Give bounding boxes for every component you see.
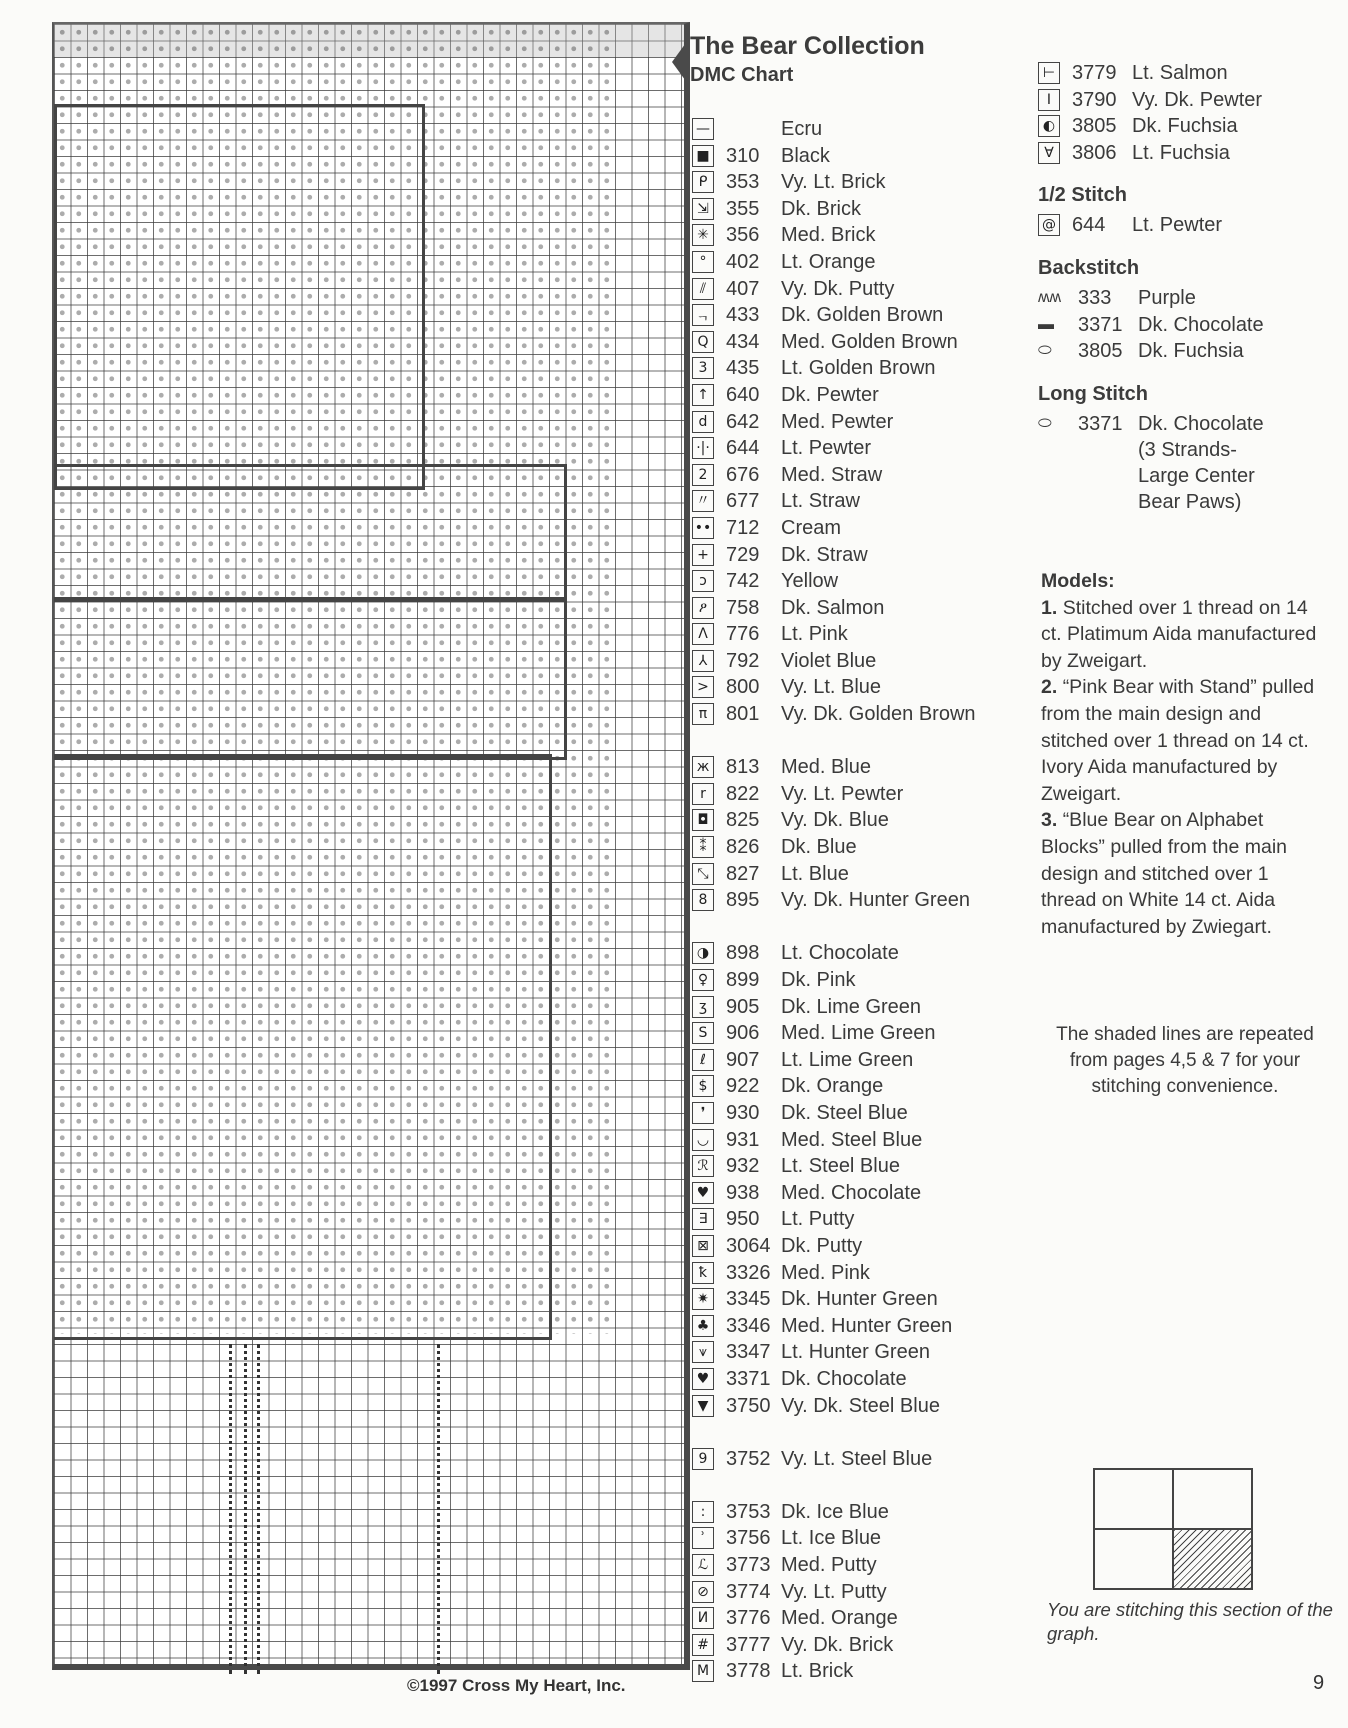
color-name: Lt. Fuchsia [1132,141,1230,164]
hash-icon: # [692,1634,714,1656]
legend-row [692,143,1012,170]
diagonal-icon: ⤡ [692,863,714,885]
legend-row [692,568,1012,595]
color-name: Med. Brick [781,224,876,247]
dmc-number: 3753 [726,1500,771,1523]
pi-icon: π [692,703,714,725]
dmc-number: 906 [726,1022,760,1045]
legend-row [692,302,1012,329]
quadrant-top-left [1094,1469,1173,1529]
legend-row [692,1605,1012,1632]
tripod-icon: ⅄ [692,650,714,672]
two-dots-icon: •• [692,517,714,539]
color-name: Vy. Dk. Blue [781,809,889,832]
dmc-number: 310 [726,144,760,167]
color-name: Lt. Blue [781,862,849,885]
color-name: Dk. Straw [781,543,868,566]
legend-row [692,1525,1012,1552]
page-number: 9 [1313,1672,1325,1694]
color-name: Lt. Putty [781,1208,855,1231]
legend-row [692,462,1012,489]
color-name: Vy. Dk. Golden Brown [781,703,976,726]
color-name: Black [781,144,830,167]
legend-row [1038,285,1338,312]
dash-icon: — [692,118,714,140]
color-name: Lt. Pink [781,623,848,646]
dmc-number: 3805 [1072,115,1117,138]
dmc-number: 3776 [726,1607,771,1630]
color-name: Lt. Lime Green [781,1048,914,1071]
clover-icon: ♣ [692,1315,714,1337]
r-icon: r [692,783,714,805]
dmc-number: 930 [726,1101,760,1124]
dmc-number: 800 [726,676,760,699]
wavy-line-icon: ʍʍ [1038,288,1062,306]
legend-row [692,249,1012,276]
dmc-number: 3345 [726,1288,771,1311]
dmc-number: 3371 [1078,412,1123,435]
dmc-number: 3752 [726,1447,771,1470]
legend-row [692,488,1012,515]
quadrant-bottom-left [1094,1529,1173,1589]
color-name: Dk. Salmon [781,596,885,619]
dmc-number: 333 [1078,286,1112,309]
legend-row [692,409,1012,436]
dmc-number: 3371 [726,1367,771,1390]
dmc-number: 3778 [726,1660,771,1683]
page-title: The Bear Collection [690,32,925,60]
dmc-number: 434 [726,330,760,353]
legend-row [692,1632,1012,1659]
legend-row [1038,338,1338,365]
dmc-number: 3790 [1072,88,1117,111]
dollar-icon: $ [692,1075,714,1097]
color-name: Lt. Ice Blue [781,1527,882,1550]
color-name: Med. Steel Blue [781,1128,923,1151]
legend-row [692,1366,1012,1393]
color-name: Dk. Chocolate [781,1367,907,1390]
dmc-number: 792 [726,649,760,672]
color-name: Lt. Steel Blue [781,1155,900,1178]
color-name: Vy. Dk. Putty [781,277,895,300]
dmc-number: 3064 [726,1234,771,1257]
legend-row [692,1206,1012,1233]
model-text: Stitched over 1 thread on 14 ct. Platimum Aida manufactured by Zweigart. [1041,596,1317,672]
legend-row [692,648,1012,675]
legend-row [692,355,1012,382]
oval-line-icon: ⬭ [1038,414,1052,432]
color-name: Dk. Hunter Green [781,1288,938,1311]
dmc-number: 3805 [1078,340,1123,363]
greater-than-icon: > [692,676,714,698]
dmc-number: 931 [726,1128,760,1151]
legend-row [692,621,1012,648]
dmc-number: 950 [726,1208,760,1231]
dmc-number: 3750 [726,1394,771,1417]
dmc-number: 644 [1072,214,1106,237]
color-name: Vy. Dk. Brick [781,1633,894,1656]
backstitch-heading: Backstitch [1038,256,1140,279]
color-name: Dk. Steel Blue [781,1101,908,1124]
small-comma-icon: ʾ [692,1527,714,1549]
color-name: Lt. Hunter Green [781,1341,930,1364]
arrow-corner-icon: ⇲ [692,198,714,220]
down-triangle-icon: ▼ [692,1395,714,1417]
script-r-icon: ℛ [692,1155,714,1177]
page-subtitle: DMC Chart [690,64,794,86]
eight-icon: 8 [692,889,714,911]
dmc-number: 3777 [726,1633,771,1656]
legend-row [692,967,1012,994]
color-name: Lt. Orange [781,250,876,273]
half-filled-square-icon: ◘ [692,809,714,831]
legend-row [692,807,1012,834]
dmc-number: 407 [726,277,760,300]
legend-row [692,1339,1012,1366]
color-name: Yellow [781,570,839,593]
pin-icon: ᑭ [692,171,714,193]
legend-row [692,1260,1012,1287]
star-cross-icon: ж [692,756,714,778]
slashed-h-icon: ꝁ [692,1262,714,1284]
legend-row [692,169,1012,196]
legend-row [692,542,1012,569]
color-name: Vy. Lt. Steel Blue [781,1447,933,1470]
color-name: Med. Blue [781,756,872,779]
legend-row [692,887,1012,940]
dmc-number: 435 [726,357,760,380]
color-name: Med. Golden Brown [781,330,958,353]
dmc-number: 3756 [726,1527,771,1550]
dmc-number: 712 [726,516,760,539]
bracket-icon: ᆨ [692,304,714,326]
q-icon: Q [692,331,714,353]
legend-row [692,1047,1012,1074]
color-name: Med. Hunter Green [781,1314,953,1337]
color-name: Med. Lime Green [781,1022,936,1045]
legend-row [1038,312,1338,339]
dmc-number: 3806 [1072,141,1117,164]
plus-icon: + [692,544,714,566]
legend-row [1038,60,1338,87]
color-name: Med. Chocolate [781,1181,922,1204]
color-name: Dk. Chocolate [1138,313,1264,336]
long-stitch-heading: Long Stitch [1038,382,1148,405]
legend-row [692,1180,1012,1207]
burst-icon: ✷ [692,1288,714,1310]
model-number: 1. [1041,596,1058,619]
legend-row [692,1313,1012,1340]
at-icon: @ [1038,214,1060,236]
crescent-icon: ◡ [692,1129,714,1151]
color-name: Dk. Putty [781,1234,863,1257]
legend-row [692,674,1012,701]
color-name: Dk. Brick [781,197,861,220]
color-name: Dk. Orange [781,1075,884,1098]
oval-line-icon: ⬭ [1038,342,1052,360]
model-number: 3. [1041,809,1058,832]
comma-icon: ❜ [692,1102,714,1124]
solid-line-icon: ▬ [1038,315,1054,333]
color-name: Dk. Golden Brown [781,304,944,327]
dmc-number: 3346 [726,1314,771,1337]
shaded-lines-note: The shaded lines are repeated from pages 4,5 & 7 for your stitching convenience. [1056,1024,1314,1097]
legend-row [692,329,1012,356]
legend-row [692,1020,1012,1047]
bear-outline-block [54,104,425,490]
dmc-number: 895 [726,889,760,912]
dmc-number: 907 [726,1048,760,1071]
section-diagram [1093,1468,1253,1590]
dmc-number: 353 [726,171,760,194]
color-name: Lt. Pewter [781,437,872,460]
dmc-number: 729 [726,543,760,566]
dmc-number: 676 [726,463,760,486]
model-item [1041,807,1325,940]
color-name: Med. Straw [781,463,883,486]
reverse-e-icon: ∃ [692,1208,714,1230]
color-name: Med. Pink [781,1261,870,1284]
dmc-number: 642 [726,410,760,433]
color-name: Cream [781,516,842,539]
arrow-down-branch-icon: ⩛ [692,1341,714,1363]
model-item [1041,595,1325,675]
legend-row [1038,140,1338,167]
color-name: Vy. Lt. Blue [781,676,882,699]
script-cap-l-icon: ℒ [692,1554,714,1576]
small-circles-icon: ° [692,251,714,273]
legend-row [692,515,1012,542]
ezh-icon: ʒ [692,996,714,1018]
dmc-number: 677 [726,490,760,513]
legend-row [692,1100,1012,1127]
legend-row [1038,87,1338,114]
color-name: Violet Blue [781,649,877,672]
legend-row [692,1286,1012,1313]
cross-stitch-chart-grid [52,22,690,1670]
dmc-number: 742 [726,570,760,593]
female-icon: ♀ [692,969,714,991]
section-caption: You are stitching this section of the graph. [1047,1599,1333,1644]
dmc-number: 932 [726,1155,760,1178]
color-name: Lt. Golden Brown [781,357,936,380]
up-arrow-icon: ↑ [692,384,714,406]
band-outline-block [54,599,567,760]
half-circle-icon: ◐ [1038,115,1060,137]
heart-icon: ♥ [692,1368,714,1390]
caret-icon: Λ [692,623,714,645]
legend-row [692,382,1012,409]
legend-row [692,1446,1012,1499]
legend-row [692,196,1012,223]
dmc-legend-column-2 [1038,60,1338,517]
legend-row [692,940,1012,967]
color-name: Dk. Ice Blue [781,1500,889,1523]
legend-row [692,1153,1012,1180]
d-icon: d [692,411,714,433]
script-l-icon: ℓ [692,1049,714,1071]
colon-icon: : [692,1501,714,1523]
legend-row [692,1233,1012,1260]
body-outline-block [54,464,567,600]
legend-row [1038,113,1338,140]
lower-outline-block [54,754,552,1340]
color-name: Med. Orange [781,1607,898,1630]
copyright: ©1997 Cross My Heart, Inc. [407,1676,626,1695]
long-stitch-line [257,1344,264,1674]
dmc-number: 827 [726,862,760,885]
filled-square-icon: ■ [692,145,714,167]
legend-row [1038,411,1338,517]
backstitch-line [437,1344,444,1674]
dmc-number: 813 [726,756,760,779]
dmc-number: 3371 [1078,313,1123,336]
leaf-icon: ⊘ [692,1581,714,1603]
i-beam-icon: I [1038,89,1060,111]
half-stitch-heading: 1/2 Stitch [1038,184,1127,207]
legend-row [692,861,1012,888]
legend-row [692,435,1012,462]
color-name: Lt. Chocolate [781,942,899,965]
legend-row [692,1127,1012,1154]
color-name: Vy. Dk. Pewter [1132,88,1263,111]
legend-row [692,781,1012,808]
dmc-number: 822 [726,782,760,805]
quadrant-top-right [1173,1469,1252,1529]
dmc-number: 3347 [726,1341,771,1364]
legend-row [692,994,1012,1021]
color-name: Med. Pewter [781,410,894,433]
dmc-number: 3773 [726,1554,771,1577]
dmc-number: 826 [726,836,760,859]
legend-row [692,701,1012,754]
model-text: “Blue Bear on Alphabet Blocks” pulled from the main design and stitched over 1 thread on White 14 ct. Aida manufactured by Zwiegart. [1041,809,1288,938]
color-name: Lt. Straw [781,490,860,513]
double-slash-icon: ⫽ [692,278,714,300]
legend-row [1038,212,1338,239]
dmc-number: 938 [726,1181,760,1204]
half-heart-icon: ♥ [692,1182,714,1204]
dmc-legend-column-1 [692,116,1012,1685]
color-name: Lt. Brick [781,1660,854,1683]
color-name: Dk. Pink [781,969,856,991]
color-name: Vy. Lt. Pewter [781,782,904,805]
dmc-number: 758 [726,596,760,619]
color-name: Purple [1138,286,1196,309]
color-name: Vy. Lt. Brick [781,171,886,194]
dotted-bar-icon: ·|· [692,437,714,459]
dmc-number: 640 [726,383,760,406]
dmc-number: 433 [726,304,760,327]
models-section [1041,568,1325,940]
model-item [1041,674,1325,807]
backstitch-line [244,1344,251,1674]
boxed-x-icon: ⊠ [692,1235,714,1257]
three-icon: 3 [692,357,714,379]
legend-row [692,1499,1012,1526]
dmc-number: 899 [726,969,760,991]
t-bar-icon: ⊢ [1038,62,1060,84]
legend-row [692,595,1012,622]
dmc-number: 3779 [1072,62,1117,84]
asterisk-icon: ✳ [692,224,714,246]
ditto-icon: 〃 [692,490,714,512]
legend-row [692,1073,1012,1100]
nine-icon: 9 [692,1448,714,1470]
color-name: Dk. Pewter [781,383,879,406]
dmc-number: 402 [726,250,760,273]
color-name: Dk. Fuchsia [1138,340,1244,363]
circle-dot-icon: ◑ [692,942,714,964]
model-text: “Pink Bear with Stand” pulled from the main design and stitched over 1 thread on 14 ct. Ivory Aida manufactured by Zweigart. [1041,676,1315,805]
dmc-number: 825 [726,809,760,832]
color-name: Ecru [781,118,823,140]
color-name: Vy. Dk. Hunter Green [781,889,970,912]
color-name: Lt. Salmon [1132,62,1228,84]
long-stitch-line [229,1344,236,1674]
color-name: Dk. Fuchsia [1132,115,1238,138]
legend-row [692,1393,1012,1446]
legend-row [692,1658,1012,1685]
for-all-icon: ∀ [1038,142,1060,164]
dmc-number: 644 [726,437,760,460]
dmc-number: 776 [726,623,760,646]
center-marker-arrow [672,40,688,84]
legend-row [692,754,1012,781]
model-number: 2. [1041,676,1058,699]
models-heading: Models: [1041,570,1115,592]
dmc-number: 3774 [726,1580,771,1603]
bars-icon: ⁑ [692,836,714,858]
dmc-number: 801 [726,703,760,726]
m-icon: M [692,1660,714,1682]
legend-row [692,1552,1012,1579]
color-name: Dk. Blue [781,836,857,859]
s-icon: S [692,1022,714,1044]
legend-row [692,1579,1012,1606]
legend-row [692,834,1012,861]
color-name: Vy. Dk. Steel Blue [781,1394,940,1417]
dmc-number: 922 [726,1075,760,1098]
color-name: Vy. Lt. Putty [781,1580,887,1603]
dmc-number: 356 [726,224,760,247]
two-icon: 2 [692,464,714,486]
dmc-number: 3326 [726,1261,771,1284]
quadrant-bottom-right-highlighted [1173,1529,1252,1589]
color-name: Lt. Pewter [1132,214,1223,237]
color-note: (3 Strands-Large Center Bear Paws) [1138,438,1255,513]
legend-row [692,222,1012,249]
dmc-number: 355 [726,197,760,220]
legend-row [692,116,1012,143]
legend-row [692,276,1012,303]
color-name: Dk. Lime Green [781,995,922,1018]
color-name: Med. Putty [781,1554,877,1577]
reverse-n-icon: И [692,1607,714,1629]
loop-icon: ዖ [692,597,714,619]
color-name: Dk. Chocolate (3 Strands-Large Center Bear Paws) [1138,411,1338,515]
k-reverse-icon: ↄ [692,570,714,592]
dmc-number: 905 [726,995,760,1018]
dmc-number: 898 [726,942,760,965]
